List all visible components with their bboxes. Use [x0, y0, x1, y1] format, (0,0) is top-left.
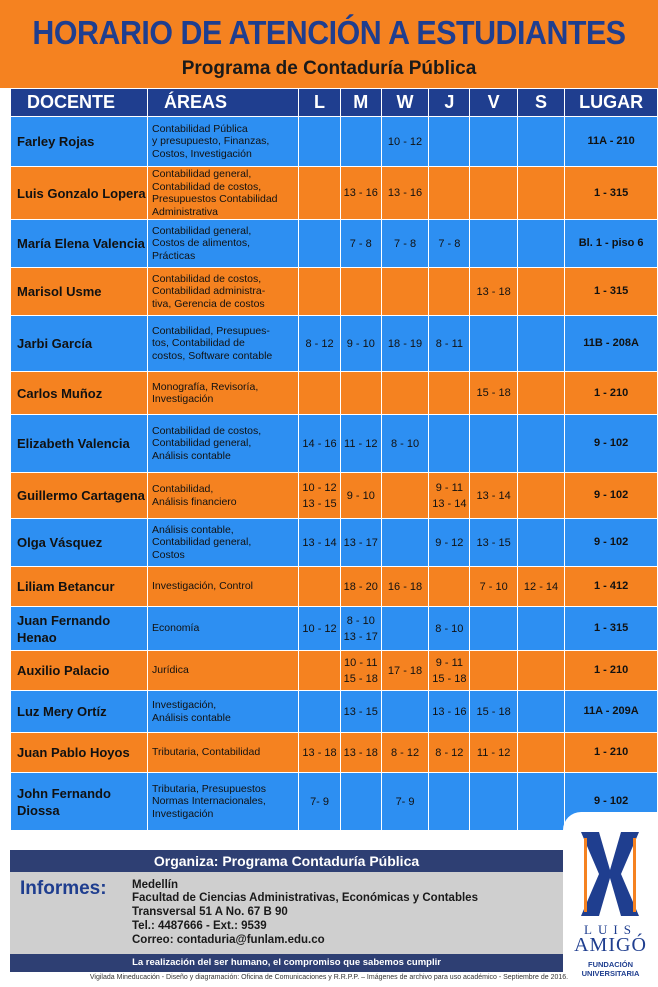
area-line: Contabilidad general, — [152, 168, 252, 180]
day-cell-s — [517, 268, 564, 316]
day-cell-v — [470, 268, 517, 316]
table-row — [11, 316, 658, 372]
time-slot: 9 - 10 — [346, 337, 375, 350]
areas-cell — [148, 519, 299, 567]
area-line: Contabilidad administra- — [152, 285, 266, 298]
day-cell-l — [299, 473, 340, 519]
day-cell-s — [517, 691, 564, 733]
informes-email: Correo: contaduria@funlam.edu.co — [132, 934, 325, 946]
area-line: Contabilidad de costos, — [152, 272, 262, 285]
day-cell-w — [381, 316, 428, 372]
day-cell-s — [517, 316, 564, 372]
page-subtitle: Programa de Contaduría Pública — [181, 58, 477, 79]
time-slot: 13 - 16 — [387, 187, 423, 199]
area-line: Contabilidad de costos, — [152, 424, 262, 437]
day-cell-l — [299, 773, 340, 831]
day-cell-m — [340, 651, 381, 691]
day-cell-s — [517, 651, 564, 691]
lugar-cell: 9 - 102 — [565, 473, 658, 519]
areas-cell — [148, 167, 299, 220]
day-cell-j — [429, 268, 470, 316]
table-row — [11, 733, 658, 773]
day-cell-v — [470, 651, 517, 691]
day-cell-j — [429, 773, 470, 831]
time-slot: 7- 9 — [395, 795, 415, 808]
day-cell-m — [340, 519, 381, 567]
areas-cell — [148, 651, 299, 691]
day-cell-l — [299, 220, 340, 268]
docente-cell: Marisol Usme — [11, 268, 148, 316]
area-line: Análisis contable, — [152, 523, 234, 536]
day-cell-l — [299, 117, 340, 167]
time-slot: 10 - 12 — [302, 481, 337, 494]
time-slot: 18 - 19 — [387, 337, 423, 350]
area-line: Costos, Investigación — [152, 147, 252, 160]
day-cell-j — [429, 415, 470, 473]
area-line: Tributaria, Contabilidad — [152, 746, 261, 759]
col-header-docente: DOCENTE — [11, 89, 148, 117]
area-line: tiva, Gerencia de costos — [152, 297, 265, 310]
informes-label: Informes: — [20, 878, 107, 899]
areas-cell — [148, 220, 299, 268]
docente-cell: María Elena Valencia — [11, 220, 148, 268]
time-slot: 7 - 10 — [479, 580, 508, 593]
col-header-l: L — [299, 89, 340, 117]
table-row — [11, 473, 658, 519]
time-slot: 8 - 12 — [390, 746, 420, 759]
day-cell-w — [381, 733, 428, 773]
day-cell-l — [299, 372, 340, 415]
header-banner — [0, 0, 658, 88]
time-slot: 13 - 14 — [432, 497, 467, 510]
areas-cell — [148, 117, 299, 167]
day-cell-m — [340, 415, 381, 473]
time-slot: 7 - 8 — [394, 237, 417, 250]
time-slot: 15 - 18 — [476, 387, 511, 399]
day-cell-w — [381, 268, 428, 316]
day-cell-s — [517, 733, 564, 773]
day-cell-w — [381, 691, 428, 733]
informes-phone: Tel.: 4487666 - Ext.: 9539 — [132, 920, 267, 932]
area-line: Contabilidad, — [152, 483, 214, 495]
day-cell-w — [381, 372, 428, 415]
logo-text-universitaria: UNIVERSITARIA — [581, 969, 640, 978]
lugar-cell: 9 - 102 — [565, 415, 658, 473]
areas-cell — [148, 372, 299, 415]
day-cell-w — [381, 220, 428, 268]
day-cell-j — [429, 372, 470, 415]
area-line: Análisis contable — [152, 711, 231, 724]
time-slot: 8 - 12 — [305, 337, 334, 350]
time-slot: 18 - 20 — [343, 580, 378, 593]
day-cell-l — [299, 316, 340, 372]
area-line: Contabilidad general, — [152, 437, 252, 450]
area-line: Monografía, Revisoría, — [152, 380, 259, 393]
day-cell-v — [470, 220, 517, 268]
areas-cell — [148, 567, 299, 607]
col-header-v: V — [470, 89, 517, 117]
time-slot: 11 - 12 — [344, 437, 378, 450]
time-slot: 8 - 10 — [390, 437, 420, 450]
lugar-cell: 1 - 315 — [565, 607, 658, 651]
areas-cell — [148, 691, 299, 733]
time-slot: 9 - 11 — [435, 481, 463, 494]
table-row — [11, 651, 658, 691]
day-cell-w — [381, 167, 428, 220]
day-cell-w — [381, 567, 428, 607]
day-cell-j — [429, 316, 470, 372]
lugar-cell: Bl. 1 - piso 6 — [565, 220, 658, 268]
area-line: Costos — [152, 548, 185, 561]
time-slot: 8 - 10 — [346, 614, 375, 627]
day-cell-v — [470, 167, 517, 220]
day-cell-v — [470, 773, 517, 831]
area-line: Investigación — [152, 393, 214, 405]
area-line: tos, Contabilidad de — [152, 337, 245, 350]
day-cell-s — [517, 773, 564, 831]
time-slot: 13 - 14 — [302, 536, 337, 549]
day-cell-w — [381, 519, 428, 567]
time-slot: 9 - 10 — [346, 489, 375, 502]
day-cell-v — [470, 733, 517, 773]
time-slot: 13 - 17 — [343, 536, 378, 549]
day-cell-j — [429, 607, 470, 651]
time-slot: 15 - 18 — [343, 672, 378, 685]
table-row — [11, 268, 658, 316]
table-row — [11, 567, 658, 607]
informes-box — [10, 872, 563, 954]
docente-cell: Elizabeth Valencia — [11, 415, 148, 473]
table-row — [11, 117, 658, 167]
lugar-cell: 11B - 208A — [565, 316, 658, 372]
day-cell-v — [470, 567, 517, 607]
tagline-bar: La realización del ser humano, el compromiso que sabemos cumplir — [10, 954, 563, 972]
area-line: Presupuestos Contabilidad — [152, 193, 278, 205]
time-slot: 13 - 16 — [432, 705, 467, 718]
lugar-cell: 1 - 412 — [565, 567, 658, 607]
lugar-cell: 9 - 102 — [565, 773, 658, 831]
day-cell-w — [381, 607, 428, 651]
area-line: y presupuesto, Finanzas, — [152, 135, 270, 148]
day-cell-j — [429, 473, 470, 519]
table-row — [11, 415, 658, 473]
day-cell-m — [340, 691, 381, 733]
day-cell-m — [340, 733, 381, 773]
day-cell-m — [340, 372, 381, 415]
time-slot: 7 - 8 — [438, 237, 461, 250]
table-row — [11, 607, 658, 651]
day-cell-m — [340, 473, 381, 519]
area-line: costos, Software contable — [152, 349, 273, 362]
areas-cell — [148, 316, 299, 372]
areas-cell — [148, 473, 299, 519]
logo-text-luis: LUIS — [584, 922, 637, 937]
logo — [563, 812, 658, 984]
day-cell-w — [381, 415, 428, 473]
time-slot: 13 - 18 — [302, 746, 337, 759]
day-cell-l — [299, 691, 340, 733]
day-cell-s — [517, 567, 564, 607]
col-header-w: W — [381, 89, 428, 117]
time-slot: 10 - 12 — [387, 135, 423, 148]
day-cell-l — [299, 415, 340, 473]
day-cell-w — [381, 117, 428, 167]
docente-cell: Liliam Betancur — [11, 567, 148, 607]
day-cell-s — [517, 117, 564, 167]
logo-text-amigo: AMIGÓ — [574, 934, 647, 956]
day-cell-l — [299, 607, 340, 651]
col-header-lugar: LUGAR — [565, 89, 658, 117]
area-line: Contabilidad general, — [152, 536, 252, 549]
time-slot: 8 - 10 — [435, 622, 464, 635]
area-line: Jurídica — [152, 664, 189, 677]
logo-text-fundacion: FUNDACIÓN — [588, 960, 633, 969]
col-header-areas: ÁREAS — [148, 89, 299, 117]
day-cell-j — [429, 117, 470, 167]
area-line: Administrativa — [152, 205, 218, 218]
docente-cell: Olga Vásquez — [11, 519, 148, 567]
day-cell-l — [299, 519, 340, 567]
docente-cell: Jarbi García — [11, 316, 148, 372]
day-cell-v — [470, 316, 517, 372]
table-row — [11, 519, 658, 567]
day-cell-v — [470, 117, 517, 167]
time-slot: 11 - 12 — [476, 746, 511, 759]
day-cell-m — [340, 567, 381, 607]
docente-cell: Juan Fernando Henao — [11, 607, 148, 651]
logo-mark-icon — [579, 830, 641, 918]
day-cell-m — [340, 167, 381, 220]
informes-address: Transversal 51 A No. 67 B 90 — [132, 906, 288, 918]
table-row — [11, 691, 658, 733]
lugar-cell: 9 - 102 — [565, 519, 658, 567]
table-row — [11, 773, 658, 831]
area-line: Economía — [152, 622, 200, 635]
day-cell-v — [470, 607, 517, 651]
time-slot: 13 - 15 — [476, 536, 511, 549]
areas-cell — [148, 415, 299, 473]
time-slot: 10 - 11 — [344, 656, 378, 669]
time-slot: 13 - 18 — [343, 746, 378, 759]
area-line: Investigación, Control — [152, 580, 253, 593]
time-slot: 13 - 17 — [343, 630, 378, 643]
day-cell-s — [517, 372, 564, 415]
schedule-body — [11, 117, 658, 831]
informes-city: Medellín — [132, 879, 179, 891]
time-slot: 8 - 12 — [435, 746, 464, 759]
day-cell-j — [429, 567, 470, 607]
area-line: Análisis financiero — [152, 495, 237, 508]
docente-cell: Farley Rojas — [11, 117, 148, 167]
docente-cell: John Fernando Diossa — [11, 773, 148, 831]
table-row — [11, 372, 658, 415]
areas-cell — [148, 733, 299, 773]
time-slot: 15 - 18 — [476, 705, 511, 718]
area-line: Normas Internacionales, — [152, 795, 266, 808]
area-line: Contabilidad general, — [152, 224, 252, 237]
docente-cell: Luis Gonzalo Lopera — [11, 167, 148, 220]
time-slot: 13 - 15 — [343, 705, 378, 718]
col-header-j: J — [429, 89, 470, 117]
docente-cell: Luz Mery Ortíz — [11, 691, 148, 733]
docente-cell: Juan Pablo Hoyos — [11, 733, 148, 773]
day-cell-v — [470, 415, 517, 473]
day-cell-j — [429, 651, 470, 691]
docente-cell: Auxilio Palacio — [11, 651, 148, 691]
day-cell-v — [470, 691, 517, 733]
time-slot: 10 - 12 — [302, 622, 337, 635]
lugar-cell: 11A - 210 — [565, 117, 658, 167]
day-cell-v — [470, 372, 517, 415]
lugar-cell: 1 - 210 — [565, 651, 658, 691]
area-line: Contabilidad Pública — [152, 122, 248, 135]
day-cell-v — [470, 473, 517, 519]
areas-cell — [148, 268, 299, 316]
area-line: Prácticas — [152, 249, 196, 262]
day-cell-l — [299, 167, 340, 220]
day-cell-l — [299, 651, 340, 691]
day-cell-v — [470, 519, 517, 567]
docente-cell: Carlos Muñoz — [11, 372, 148, 415]
day-cell-m — [340, 773, 381, 831]
area-line: Investigación — [152, 807, 214, 820]
area-line: Contabilidad, Presupues- — [152, 324, 270, 337]
day-cell-s — [517, 519, 564, 567]
lugar-cell: 1 - 210 — [565, 733, 658, 773]
col-header-m: M — [340, 89, 381, 117]
time-slot: 9 - 12 — [435, 536, 464, 549]
day-cell-m — [340, 316, 381, 372]
time-slot: 9 - 11 — [435, 656, 463, 669]
time-slot: 16 - 18 — [387, 580, 423, 593]
day-cell-l — [299, 733, 340, 773]
area-line: Investigación, — [152, 699, 217, 711]
informes-faculty: Facultad de Ciencias Administrativas, Económicas y Contables — [132, 892, 478, 904]
day-cell-s — [517, 607, 564, 651]
day-cell-s — [517, 220, 564, 268]
lugar-cell: 1 - 315 — [565, 268, 658, 316]
day-cell-w — [381, 473, 428, 519]
lugar-cell: 1 - 315 — [565, 167, 658, 220]
day-cell-j — [429, 519, 470, 567]
schedule-table — [10, 88, 658, 831]
time-slot: 12 - 14 — [523, 580, 559, 593]
docente-cell: Guillermo Cartagena — [11, 473, 148, 519]
time-slot: 17 - 18 — [387, 664, 423, 677]
time-slot: 8 - 11 — [435, 337, 463, 350]
day-cell-j — [429, 167, 470, 220]
area-line: Costos de alimentos, — [152, 237, 251, 250]
page-title: HORARIO DE ATENCIÓN A ESTUDIANTES — [32, 14, 626, 51]
area-line: Contabilidad de costos, — [152, 180, 262, 193]
table-row — [11, 220, 658, 268]
day-cell-m — [340, 220, 381, 268]
day-cell-s — [517, 473, 564, 519]
day-cell-w — [381, 773, 428, 831]
day-cell-j — [429, 691, 470, 733]
areas-cell — [148, 773, 299, 831]
day-cell-l — [299, 567, 340, 607]
table-row — [11, 167, 658, 220]
day-cell-m — [340, 268, 381, 316]
lugar-cell: 1 - 210 — [565, 372, 658, 415]
time-slot: 14 - 16 — [302, 437, 337, 450]
table-header-row — [11, 89, 658, 117]
time-slot: 13 - 16 — [343, 187, 378, 199]
area-line: Análisis contable — [152, 449, 231, 462]
areas-cell — [148, 607, 299, 651]
time-slot: 15 - 18 — [432, 672, 467, 685]
day-cell-j — [429, 220, 470, 268]
day-cell-l — [299, 268, 340, 316]
organiza-bar: Organiza: Programa Contaduría Pública — [10, 850, 563, 872]
day-cell-w — [381, 651, 428, 691]
day-cell-m — [340, 607, 381, 651]
time-slot: 13 - 18 — [476, 285, 511, 298]
day-cell-s — [517, 415, 564, 473]
day-cell-j — [429, 733, 470, 773]
time-slot: 13 - 15 — [302, 497, 337, 510]
day-cell-s — [517, 167, 564, 220]
col-header-s: S — [517, 89, 564, 117]
footnote: Vigilada Mineducación - Diseño y diagramación: Oficina de Comunicaciones y R.R.P.P. – Imágenes de archivo para uso académico - Septiembre de 2016. — [89, 974, 569, 981]
time-slot: 13 - 14 — [476, 489, 511, 502]
area-line: Tributaria, Presupuestos — [152, 782, 267, 795]
time-slot: 7 - 8 — [349, 237, 372, 250]
lugar-cell: 11A - 209A — [565, 691, 658, 733]
time-slot: 7- 9 — [310, 795, 330, 808]
day-cell-m — [340, 117, 381, 167]
